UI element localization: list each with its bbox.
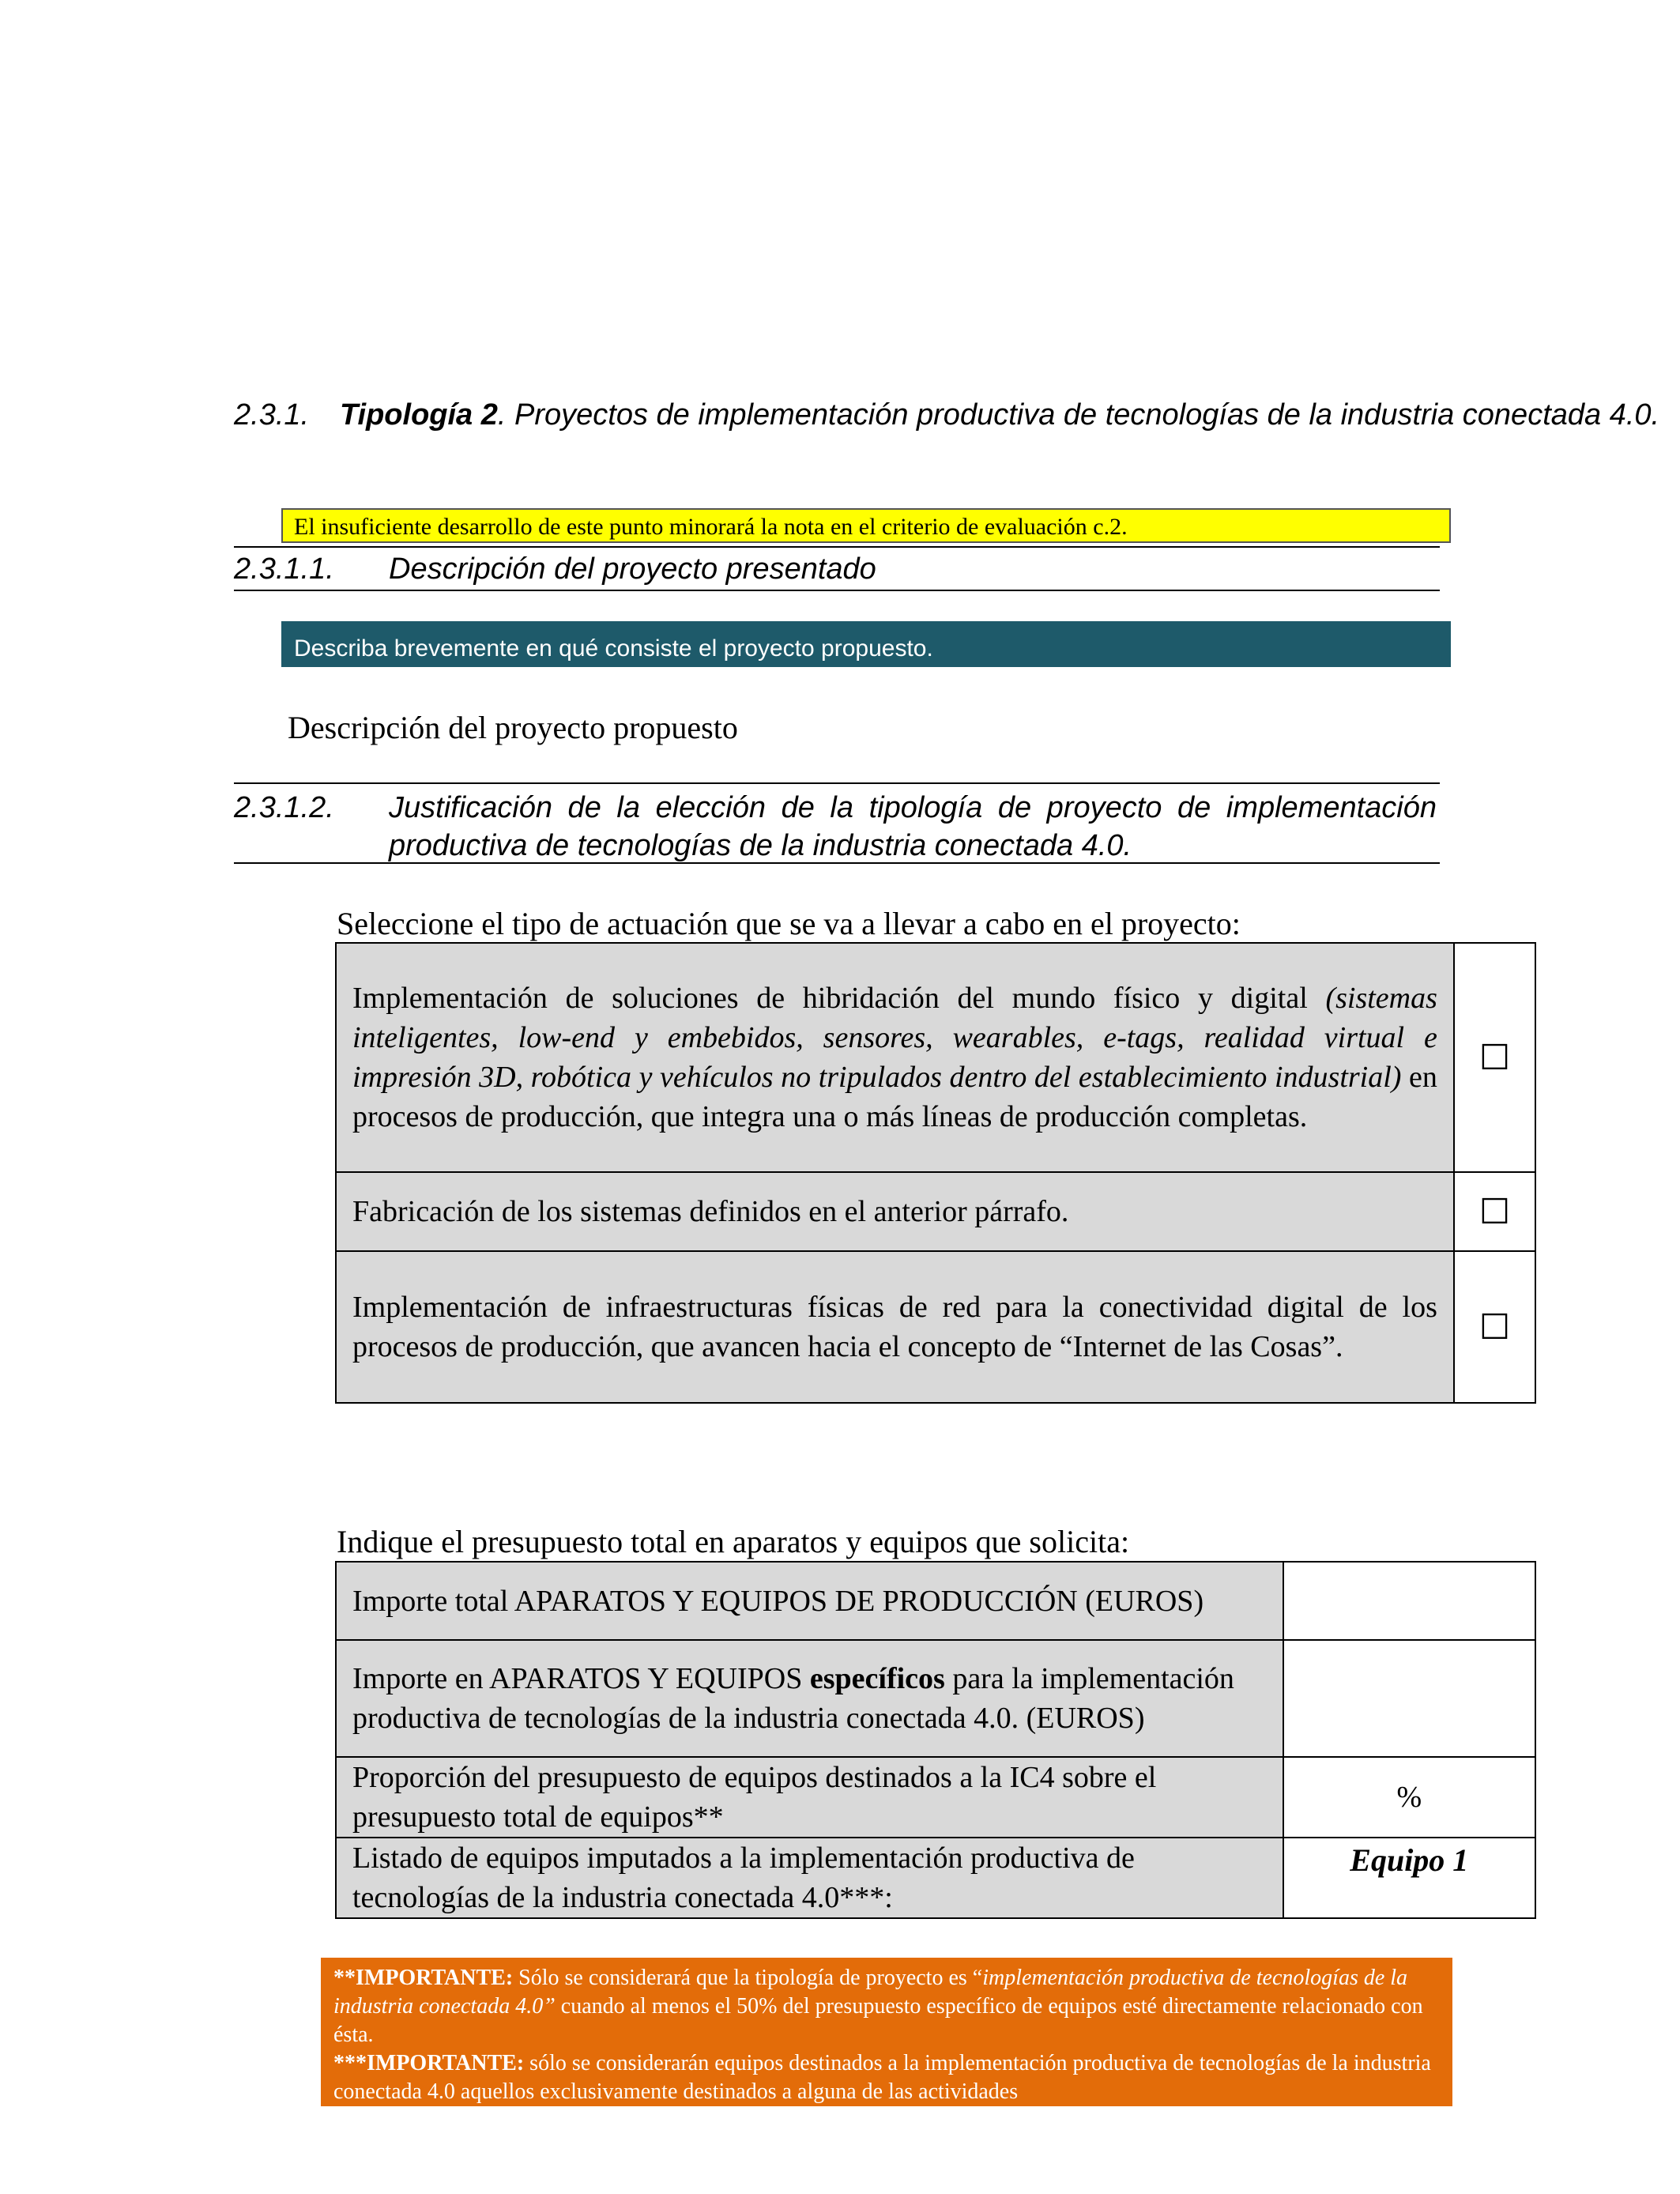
option-hybridization-checkbox[interactable]: ☐ [1454, 943, 1535, 1172]
evaluation-note: El insuficiente desarrollo de este punto minorará la nota en el criterio de evaluación c.2. [281, 508, 1451, 543]
important-text: Sólo se considerará que la tipología de proyecto es “ [513, 1966, 983, 1990]
instruction-banner: Describa brevemente en qué consiste el proyecto propuesto. [281, 621, 1451, 667]
section-2-3-1-2-number: 2.3.1.2. [234, 791, 334, 824]
important-text: cuando al menos el 50% del presupuesto específico de equipos esté directamente relacionado con ésta. [333, 1994, 1423, 2047]
important-note [321, 1958, 1452, 2106]
label-text: Listado de equipos imputados a la implementación productiva de tecnologías de la industria conectada 4.0***: [352, 1842, 1135, 1914]
section-title-bold: Tipología 2 [340, 398, 498, 432]
section-2-3-1-2-title: Justificación de la elección de la tipología de proyecto de implementación productiva de tecnologías de la industria conectada 4.0. [389, 791, 1437, 862]
option-text: en procesos de producción, que integra una o más líneas de producción completas. [352, 1061, 1437, 1133]
label-text: Importe total APARATOS Y EQUIPOS DE PRODUCCIÓN (EUROS) [352, 1584, 1204, 1618]
option-network-infrastructure-checkbox[interactable]: ☐ [1454, 1251, 1535, 1403]
important-label: ***IMPORTANTE: [333, 2051, 525, 2075]
budget-total-label [336, 1562, 1283, 1640]
important-paragraph-1 [333, 1964, 1440, 2049]
important-text-italic: implementación productiva de tecnologías de la industria conectada 4.0” [333, 1966, 1408, 2019]
important-label: **IMPORTANTE: [333, 1966, 514, 1990]
action-type-table [335, 942, 1536, 1404]
option-text: Fabricación de los sistemas definidos en el anterior párrafo. [352, 1195, 1069, 1228]
table-row [336, 1757, 1535, 1838]
budget-specific-value[interactable] [1283, 1640, 1535, 1757]
label-text: Proporción del presupuesto de equipos destinados a la IC4 sobre el presupuesto total de equipos** [352, 1761, 1157, 1834]
option-text: Implementación de soluciones de hibridación del mundo físico y digital [352, 982, 1326, 1015]
action-type-prompt: Seleccione el tipo de actuación que se va a llevar a cabo en el proyecto: [337, 906, 1241, 941]
divider [234, 782, 1440, 784]
budget-prompt: Indique el presupuesto total en aparatos y equipos que solicita: [337, 1524, 1130, 1559]
table-row [336, 1838, 1535, 1918]
section-title [340, 395, 1671, 435]
table-row [336, 1640, 1535, 1757]
option-hybridization [336, 943, 1454, 1172]
option-manufacturing-checkbox[interactable]: ☐ [1454, 1172, 1535, 1251]
divider [234, 546, 1440, 548]
important-paragraph-2 [333, 2049, 1440, 2106]
table-row [336, 1562, 1535, 1640]
table-row [336, 943, 1535, 1172]
option-text: Implementación de infraestructuras físicas de red para la conectividad digital de los procesos de producción, que avancen hacia el concepto de “Internet de las Cosas”. [352, 1291, 1437, 1363]
budget-specific-label [336, 1640, 1283, 1757]
option-manufacturing [336, 1172, 1454, 1251]
section-number: 2.3.1. [234, 398, 310, 432]
section-2-3-1-1-title: Descripción del proyecto presentado [389, 552, 876, 586]
budget-proportion-value[interactable]: % [1283, 1757, 1535, 1838]
option-network-infrastructure [336, 1251, 1454, 1403]
equipment-list-label [336, 1838, 1283, 1918]
divider [234, 590, 1440, 591]
equipment-list-value[interactable]: Equipo 1 [1283, 1838, 1535, 1918]
budget-total-value[interactable] [1283, 1562, 1535, 1640]
table-row [336, 1251, 1535, 1403]
option-text-italic: (sistemas inteligentes, low-end y embebidos, sensores, wearables, e-tags, realidad virtual e impresión 3D, robótica y vehículos no tripulados dentro del establecimiento industrial) [352, 982, 1437, 1094]
label-text: para la implementación productiva de tecnologías de la industria conectada 4.0. (EUROS) [352, 1662, 1234, 1735]
budget-table [335, 1561, 1536, 1919]
label-text: Importe en APARATOS Y EQUIPOS [352, 1662, 810, 1695]
important-text: sólo se considerarán equipos destinados a la implementación productiva de tecnologías de la industria conectada 4.0 aquellos exclusivamente destinados a alguna de las actividades [333, 2051, 1431, 2104]
budget-proportion-label [336, 1757, 1283, 1838]
label-text-bold: específicos [809, 1662, 945, 1695]
divider [234, 862, 1440, 864]
section-2-3-1-1-number: 2.3.1.1. [234, 552, 334, 586]
table-row [336, 1172, 1535, 1251]
section-title-rest: . Proyectos de implementación productiva de tecnologías de la industria conectada 4.0. [497, 398, 1660, 432]
project-description-text[interactable]: Descripción del proyecto propuesto [288, 710, 738, 745]
